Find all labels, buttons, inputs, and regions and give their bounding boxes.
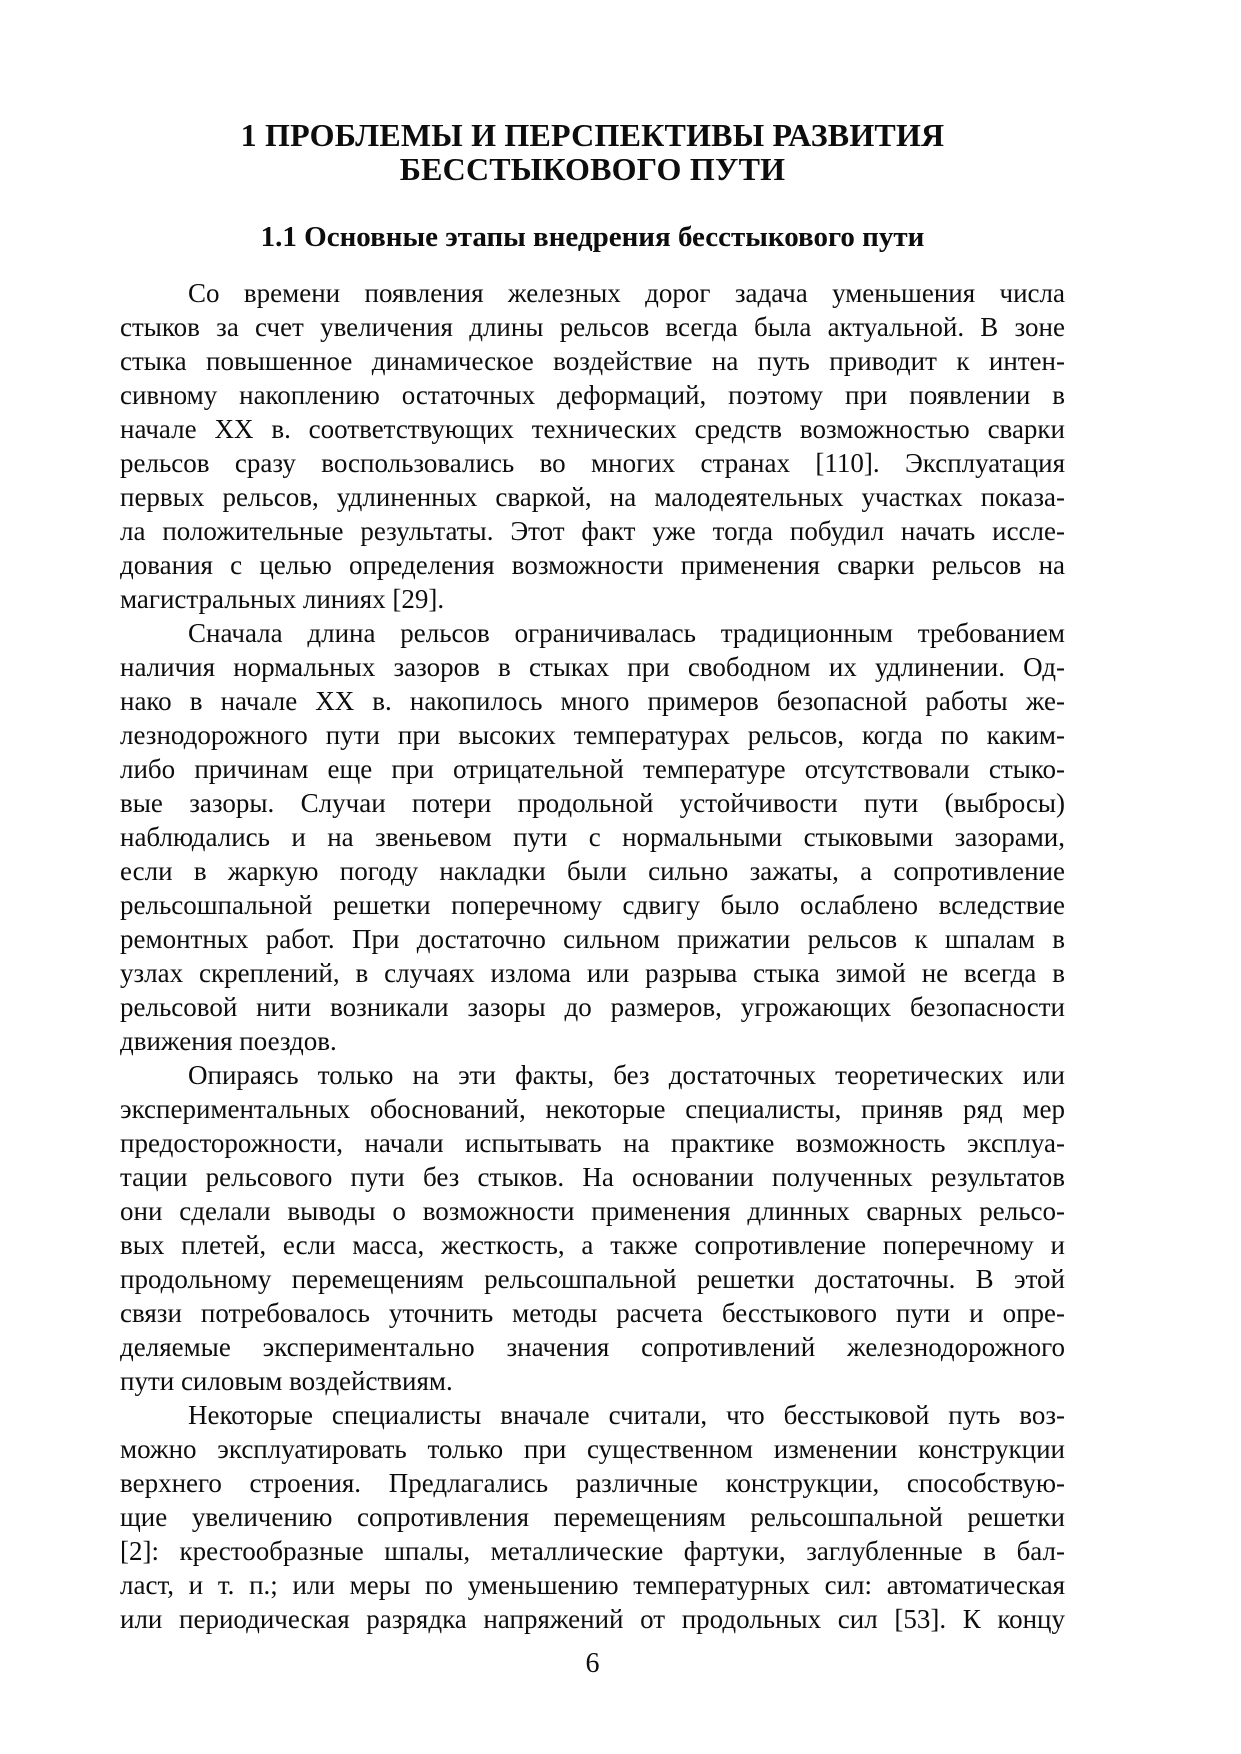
paragraph	[120, 1398, 1065, 1636]
text-line: если в жаркую погоду накладки были сильно зажаты, а сопротивление	[120, 856, 1065, 886]
text-line: Опираясь только на эти факты, без достаточных теоретических или	[188, 1060, 1065, 1090]
text-line: начале XX в. соответствующих технических средств возможностью сварки	[120, 414, 1065, 444]
text-line: Некоторые специалисты вначале считали, что бесстыковой путь воз-	[188, 1400, 1065, 1430]
text-line: дования с целью определения возможности применения сварки рельсов на	[120, 550, 1065, 580]
text-line: можно эксплуатировать только при существенном изменении конструкции	[120, 1434, 1065, 1464]
text-line: наличия нормальных зазоров в стыках при свободном их удлинении. Од-	[120, 652, 1065, 682]
text-line: деляемые экспериментально значения сопротивлений железнодорожного	[120, 1332, 1065, 1362]
text-line: рельсов сразу воспользовались во многих странах [110]. Эксплуатация	[120, 448, 1065, 478]
text-line: Сначала длина рельсов ограничивалась традиционным требованием	[188, 618, 1065, 648]
page-number: 6	[585, 1648, 600, 1679]
chapter-title-line1: 1 ПРОБЛЕМЫ И ПЕРСПЕКТИВЫ РАЗВИТИЯ	[240, 117, 945, 153]
text-line: наблюдались и на звеньевом пути с нормальными стыковыми зазорами,	[120, 822, 1065, 852]
text-line: ласт, и т. п.; или меры по уменьшению температурных сил: автоматическая	[120, 1570, 1065, 1600]
text-line: вых плетей, если масса, жесткость, а также сопротивление поперечному и	[120, 1230, 1065, 1260]
text-line: движения поездов.	[120, 1026, 337, 1056]
text-line: [2]: крестообразные шпалы, металлические фартуки, заглубленные в бал-	[120, 1536, 1065, 1566]
text-line: либо причинам еще при отрицательной температуре отсутствовали стыко-	[120, 754, 1065, 784]
text-line: ла положительные результаты. Этот факт уже тогда побудил начать иссле-	[120, 516, 1065, 546]
text-line: экспериментальных обоснований, некоторые специалисты, приняв ряд мер	[120, 1094, 1065, 1124]
paragraph	[120, 276, 1065, 616]
text-line: вые зазоры. Случаи потери продольной устойчивости пути (выбросы)	[120, 788, 1065, 818]
text-line: нако в начале XX в. накопилось много примеров безопасной работы же-	[120, 686, 1065, 716]
text-line: стыка повышенное динамическое воздействие на путь приводит к интен-	[120, 346, 1065, 376]
text-line: стыков за счет увеличения длины рельсов всегда была актуальной. В зоне	[120, 312, 1065, 342]
text-line: рельсошпальной решетки поперечному сдвигу было ослаблено вследствие	[120, 890, 1065, 920]
text-line: предосторожности, начали испытывать на практике возможность эксплуа-	[120, 1128, 1065, 1158]
text-line: щие увеличению сопротивления перемещениям рельсошпальной решетки	[120, 1502, 1065, 1532]
text-line: магистральных линиях [29].	[120, 584, 445, 614]
text-line: рельсовой нити возникали зазоры до размеров, угрожающих безопасности	[120, 992, 1065, 1022]
paragraph	[120, 616, 1065, 1058]
text-line: пути силовым воздействиям.	[120, 1366, 453, 1396]
chapter-title	[120, 118, 1065, 186]
text-line: лезнодорожного пути при высоких температурах рельсов, когда по каким-	[120, 720, 1065, 750]
text-line: первых рельсов, удлиненных сваркой, на малодеятельных участках показа-	[120, 482, 1065, 512]
text-line: тации рельсового пути без стыков. На основании полученных результатов	[120, 1162, 1065, 1192]
text-line: продольному перемещениям рельсошпальной решетки достаточны. В этой	[120, 1264, 1065, 1294]
text-line: узлах скреплений, в случаях излома или разрыва стыка зимой не всегда в	[120, 958, 1065, 988]
text-line: сивному накоплению остаточных деформаций, поэтому при появлении в	[120, 380, 1065, 410]
text-line: они сделали выводы о возможности применения длинных сварных рельсо-	[120, 1196, 1065, 1226]
text-line: или периодическая разрядка напряжений от продольных сил [53]. К концу	[120, 1604, 1065, 1634]
section-heading: 1.1 Основные этапы внедрения бесстыкового пути	[260, 221, 925, 253]
text-line: ремонтных работ. При достаточно сильном прижатии рельсов к шпалам в	[120, 924, 1065, 954]
body-text	[120, 276, 1065, 1636]
chapter-title-line2: БЕССТЫКОВОГО ПУТИ	[399, 151, 786, 187]
text-line: верхнего строения. Предлагались различные конструкции, способствую-	[120, 1468, 1065, 1498]
paragraph	[120, 1058, 1065, 1398]
text-line: связи потребовалось уточнить методы расчета бесстыкового пути и опре-	[120, 1298, 1065, 1328]
text-line: Со времени появления железных дорог задача уменьшения числа	[188, 278, 1065, 308]
